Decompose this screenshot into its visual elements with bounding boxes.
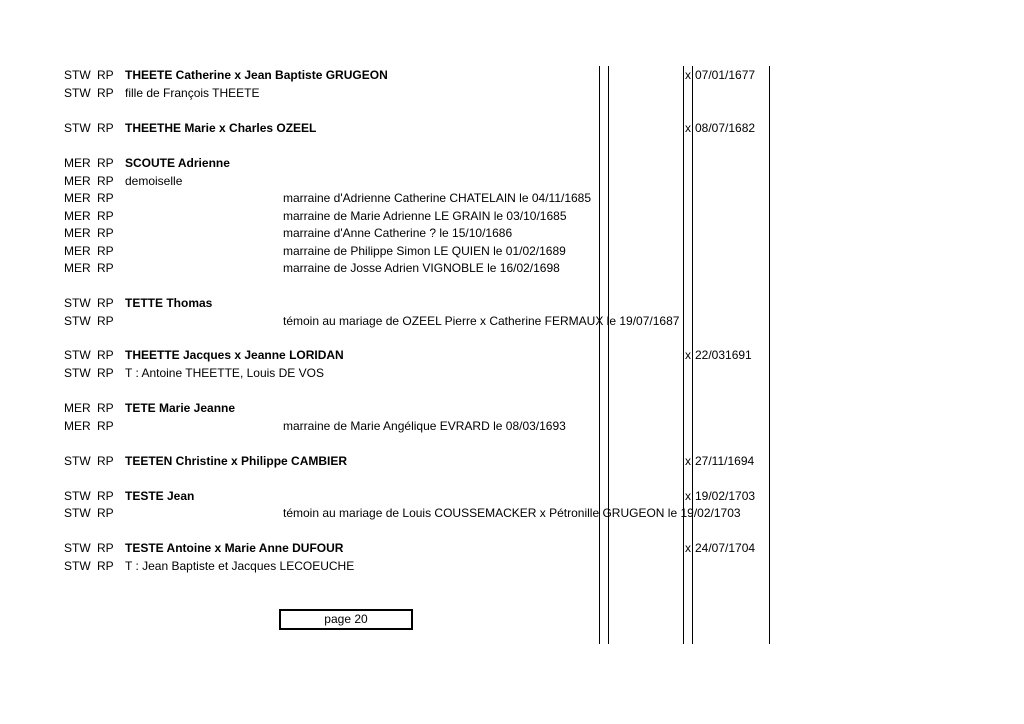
source-code: STW: [64, 506, 91, 520]
marriage-mark: x: [685, 348, 691, 362]
source-code: MER: [64, 261, 91, 275]
entry-name: THEETE Catherine x Jean Baptiste GRUGEON: [125, 68, 388, 82]
source-code: MER: [64, 156, 91, 170]
source-code: STW: [64, 314, 91, 328]
register-code: RP: [97, 191, 114, 205]
register-row: [0, 260, 1024, 276]
register-row: [0, 190, 1024, 206]
register-code: RP: [97, 86, 114, 100]
register-code: RP: [97, 296, 114, 310]
register-row: [0, 85, 1024, 101]
entry-note: marraine d'Anne Catherine ? le 15/10/1686: [283, 226, 513, 240]
entry-name: TESTE Jean: [125, 489, 195, 503]
source-code: STW: [64, 348, 91, 362]
source-code: STW: [64, 559, 91, 573]
source-code: STW: [64, 366, 91, 380]
source-code: STW: [64, 454, 91, 468]
register-code: RP: [97, 419, 114, 433]
page-number-box: [279, 609, 413, 630]
entry-name: TETE Marie Jeanne: [125, 401, 236, 415]
register-row: [0, 365, 1024, 381]
entry-name: THEETTE Jacques x Jeanne LORIDAN: [125, 348, 344, 362]
register-row: [0, 453, 1024, 469]
register-code: RP: [97, 121, 114, 135]
register-row: [0, 208, 1024, 224]
register-row: [0, 295, 1024, 311]
source-code: STW: [64, 121, 91, 135]
source-code: MER: [64, 191, 91, 205]
marriage-mark: x: [685, 454, 691, 468]
entry-date: 08/07/1682: [695, 121, 756, 135]
register-code: RP: [97, 541, 114, 555]
entry-note: témoin au mariage de OZEEL Pierre x Catherine FERMAUX le 19/07/1687: [283, 314, 680, 328]
entry-name: TEETEN Christine x Philippe CAMBIER: [125, 454, 348, 468]
entry-note: marraine de Philippe Simon LE QUIEN le 01/02/1689: [283, 244, 566, 258]
register-code: RP: [97, 314, 114, 328]
source-code: MER: [64, 209, 91, 223]
source-code: MER: [64, 226, 91, 240]
entry-note: témoin au mariage de Louis COUSSEMACKER x Pétronille GRUGEON le 19/02/1703: [283, 506, 741, 520]
register-code: RP: [97, 261, 114, 275]
entry-name: T : Jean Baptiste et Jacques LECOEUCHE: [125, 559, 355, 573]
entry-date: 24/07/1704: [695, 541, 756, 555]
entry-name: THEETHE Marie x Charles OZEEL: [125, 121, 317, 135]
entry-note: marraine de Marie Adrienne LE GRAIN le 03/10/1685: [283, 209, 567, 223]
entry-date: 07/01/1677: [695, 68, 756, 82]
register-code: RP: [97, 68, 114, 82]
register-row: [0, 67, 1024, 83]
register-row: [0, 155, 1024, 171]
register-code: RP: [97, 174, 114, 188]
source-code: STW: [64, 86, 91, 100]
register-code: RP: [97, 366, 114, 380]
source-code: STW: [64, 541, 91, 555]
marriage-mark: x: [685, 541, 691, 555]
register-code: RP: [97, 489, 114, 503]
register-code: RP: [97, 226, 114, 240]
entry-note: marraine d'Adrienne Catherine CHATELAIN le 04/11/1685: [283, 191, 592, 205]
entry-name: T : Antoine THEETTE, Louis DE VOS: [125, 366, 324, 380]
entry-name: TESTE Antoine x Marie Anne DUFOUR: [125, 541, 344, 555]
entry-date: 19/02/1703: [695, 489, 756, 503]
entry-name: SCOUTE Adrienne: [125, 156, 230, 170]
source-code: MER: [64, 174, 91, 188]
register-row: [0, 488, 1024, 504]
marriage-mark: x: [685, 68, 691, 82]
entry-note: marraine de Josse Adrien VIGNOBLE le 16/02/1698: [283, 261, 560, 275]
register-row: [0, 225, 1024, 241]
register-code: RP: [97, 401, 114, 415]
entry-date: 27/11/1694: [695, 454, 755, 468]
register-code: RP: [97, 244, 114, 258]
entry-date: 22/031691: [695, 348, 752, 362]
source-code: STW: [64, 296, 91, 310]
entry-name: demoiselle: [125, 174, 183, 188]
entry-name: TETTE Thomas: [125, 296, 213, 310]
register-row: [0, 313, 1024, 329]
source-code: MER: [64, 401, 91, 415]
register-row: [0, 347, 1024, 363]
register-code: RP: [97, 156, 114, 170]
source-code: MER: [64, 419, 91, 433]
entry-name: fille de François THEETE: [125, 86, 260, 100]
register-row: [0, 505, 1024, 521]
source-code: MER: [64, 244, 91, 258]
register-code: RP: [97, 209, 114, 223]
register-code: RP: [97, 506, 114, 520]
page-number: page 20: [324, 612, 368, 626]
marriage-mark: x: [685, 121, 691, 135]
register-row: [0, 243, 1024, 259]
register-row: [0, 558, 1024, 574]
register-code: RP: [97, 348, 114, 362]
register-row: [0, 173, 1024, 189]
source-code: STW: [64, 489, 91, 503]
marriage-mark: x: [685, 489, 691, 503]
register-code: RP: [97, 559, 114, 573]
register-row: [0, 540, 1024, 556]
register-row: [0, 418, 1024, 434]
entry-note: marraine de Marie Angélique EVRARD le 08/03/1693: [283, 419, 566, 433]
register-row: [0, 120, 1024, 136]
register-code: RP: [97, 454, 114, 468]
register-row: [0, 400, 1024, 416]
source-code: STW: [64, 68, 91, 82]
